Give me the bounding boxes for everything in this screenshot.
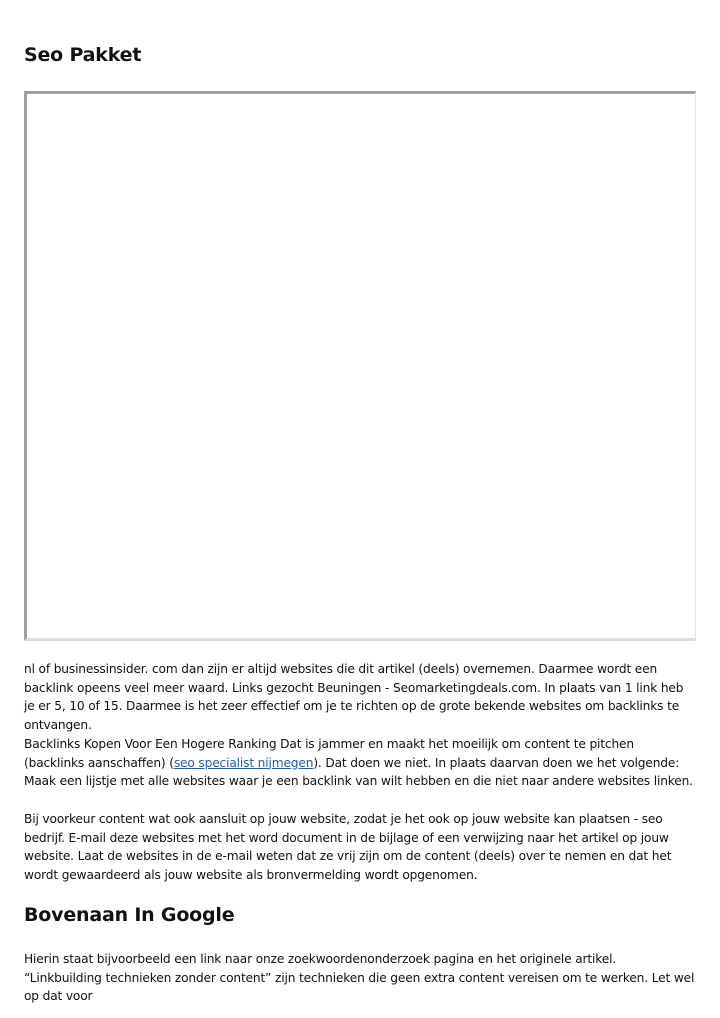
paragraph-3: Bij voorkeur content wat ook aansluit op jouw website, zodat je het ook op jouw website kan plaatsen - seo bedrijf. E-mail deze websites met het word document in de bijlage of een verwijzing naar het artikel op jouw website. Laat de websites in de e-mail weten dat ze vrij zijn om de content (deels) over te nemen en dat het wordt gewaardeerd als jouw website als bronvermelding wordt opgenomen.	[24, 812, 672, 882]
seo-specialist-link[interactable]: seo specialist nijmegen	[173, 755, 314, 770]
section-heading: Bovenaan In Google	[24, 904, 235, 926]
paragraph-2-text-after: ). Dat doen we niet. In plaats daarvan doen we het volgende: Maak een lijstje met alle websites waar je een backlink van wilt hebben en die niet naar andere websites linken.	[24, 755, 693, 788]
paragraph-4: Hierin staat bijvoorbeeld een link naar onze zoekwoordenonderzoek pagina en het originele artikel. “Linkbuilding technieken zonder content” zijn technieken die geen extra content vereisen om te werken. Let wel op dat voor	[24, 952, 695, 1003]
paragraph-1: nl of businessinsider. com dan zijn er altijd websites die dit artikel (deels) overnemen. Daarmee wordt een backlink opeens veel meer waard. Links gezocht Beuningen - Seomarketingdeals.com. In plaats van 1 link heb je er 5, 10 of 15. Daarmee is het zeer effectief om je te richten op de grote bekende websites om backlinks te ontvangen.	[24, 662, 684, 732]
embedded-frame[interactable]	[24, 91, 696, 641]
paragraph-2	[24, 735, 696, 791]
page-title: Seo Pakket	[24, 44, 142, 66]
paragraph-2-text-before: Backlinks Kopen Voor Een Hogere Ranking Dat is jammer en maakt het moeilijk om content te pitchen (backlinks aanschaffen) (	[24, 737, 634, 770]
